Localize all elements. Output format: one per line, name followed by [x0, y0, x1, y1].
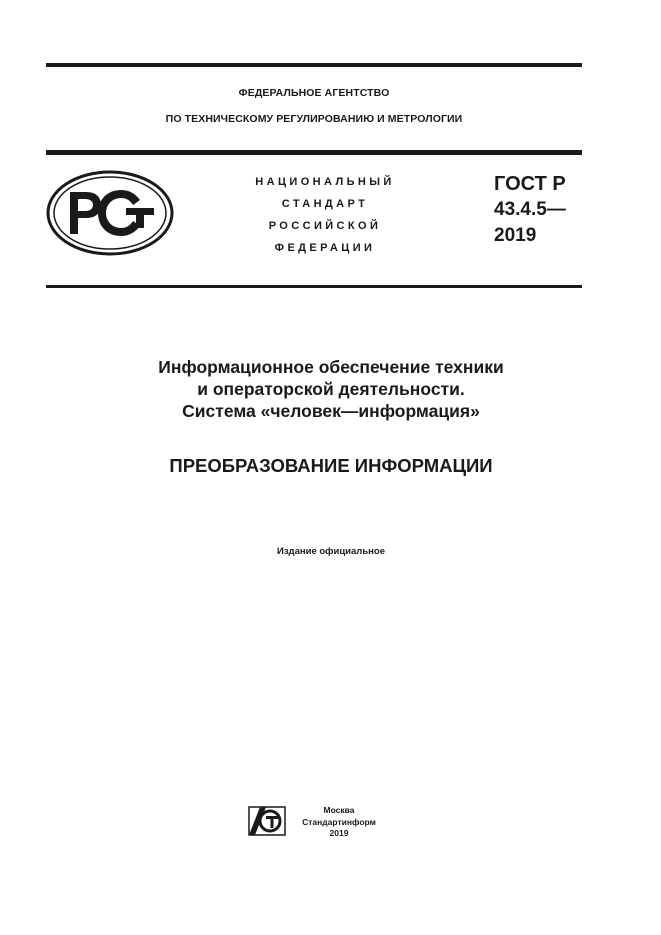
publisher-city: Москва — [323, 805, 355, 815]
bottom-rule — [46, 285, 582, 288]
document-title — [46, 356, 616, 422]
rst-certification-mark-icon — [46, 170, 174, 256]
middle-rule — [46, 150, 582, 155]
document-title-line: Информационное обеспечение техники — [158, 357, 504, 377]
national-standard-block — [220, 171, 430, 259]
edition-note: Издание официальное — [277, 546, 385, 557]
gost-label: ГОСТ Р — [494, 173, 566, 195]
standartinform-logo-icon — [248, 806, 286, 836]
gost-year: 2019 — [494, 225, 537, 246]
publisher-block — [296, 805, 382, 840]
document-title-line: и операторской деятельности. — [197, 379, 465, 399]
gost-designation — [494, 171, 566, 249]
publisher-name: Стандартинформ — [302, 816, 376, 827]
agency-name-line-1: ФЕДЕРАЛЬНОЕ АГЕНТСТВО — [238, 87, 390, 99]
agency-name-line-2: ПО ТЕХНИЧЕСКОМУ РЕГУЛИРОВАНИЮ И МЕТРОЛОГИИ — [165, 113, 463, 125]
publisher-year: 2019 — [329, 828, 349, 838]
top-rule — [46, 63, 582, 67]
document-subtitle: ПРЕОБРАЗОВАНИЕ ИНФОРМАЦИИ — [169, 455, 493, 476]
national-standard-line: ФЕДЕРАЦИИ — [274, 242, 376, 254]
national-standard-line: НАЦИОНАЛЬНЫЙ — [255, 176, 395, 188]
national-standard-line: СТАНДАРТ — [281, 198, 369, 210]
national-standard-line: РОССИЙСКОЙ — [268, 220, 382, 232]
document-title-line: Система «человек—информация» — [182, 401, 480, 421]
gost-number: 43.4.5— — [494, 199, 566, 220]
